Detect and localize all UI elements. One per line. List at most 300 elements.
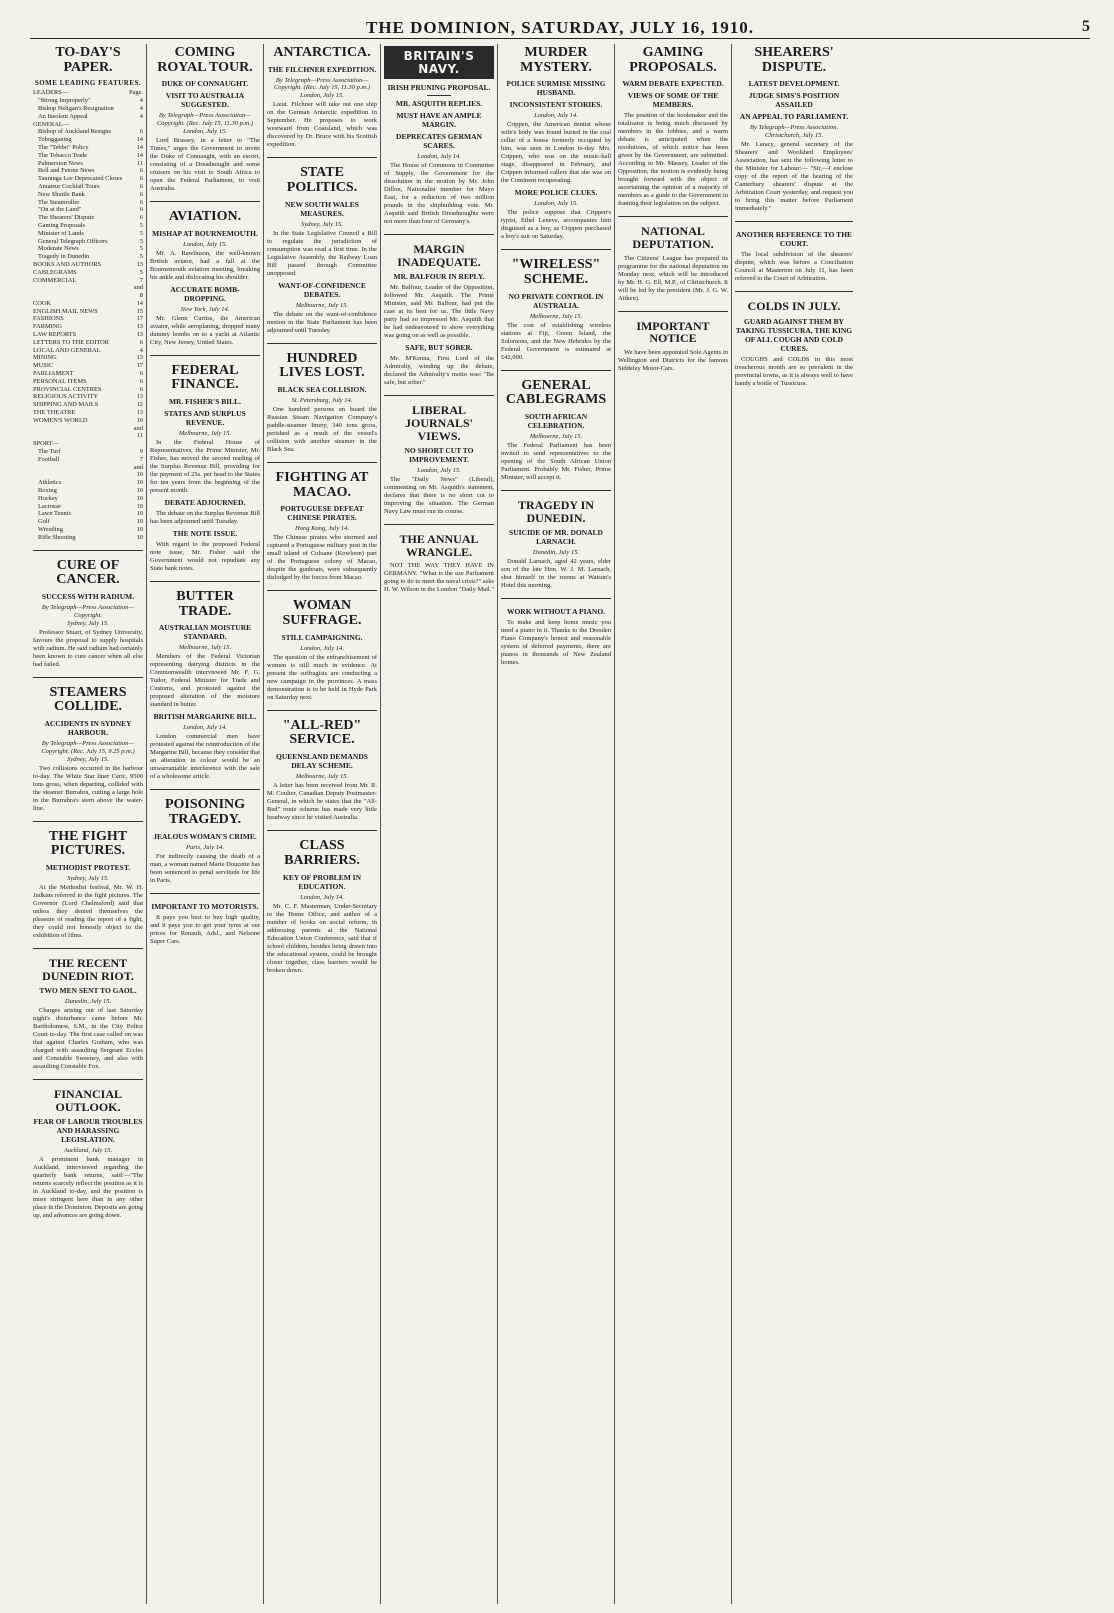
index-entry xyxy=(33,510,143,518)
article-body: The Federal Parliament has been invited to send representatives to the opening of the South African Union Parliament. Probably Mr. Fisher, Prime Minister, will accept it. xyxy=(501,442,611,482)
article-antarctica xyxy=(267,46,377,149)
index-entry-page: 4 xyxy=(139,104,143,112)
dateline: St. Petersburg, July 14. xyxy=(291,397,353,405)
article-body: For indirectly causing the death of a man, a woman named Marie Doucette has been sentenced to penal servitude for life in Paris. xyxy=(150,852,260,884)
headline: AVIATION. xyxy=(168,208,242,224)
index-entry-page: 10 xyxy=(136,479,143,487)
headline: IMPORTANT NOTICE xyxy=(636,318,710,346)
headline: FEDERAL FINANCE. xyxy=(171,362,239,393)
subheadline: INCONSISTENT STORIES. xyxy=(509,100,603,110)
subheadline: VIEWS OF SOME OF THE MEMBERS. xyxy=(627,91,719,110)
index-entry-page: 6 xyxy=(139,206,143,214)
index-entry-page: 10 xyxy=(136,487,143,495)
index-subtitle: SOME LEADING FEATURES. xyxy=(34,79,142,88)
subheadline: NEW SOUTH WALES MEASURES. xyxy=(285,199,359,218)
index-entry-page: 13 xyxy=(136,393,143,401)
index-entry-page: 4 xyxy=(139,112,143,120)
index-entry-title: SPORT— xyxy=(33,440,59,448)
headline: WOMAN SUFFRAGE. xyxy=(282,598,362,629)
article-butter-trade xyxy=(150,581,260,781)
dateline: Melbourne, July 15. xyxy=(178,644,232,652)
index-entry-page: 12 xyxy=(136,401,143,409)
index-entry-page: 10 xyxy=(136,526,143,533)
index-entry-page: 10 xyxy=(136,533,143,541)
subheadline: ANOTHER REFERENCE TO THE COURT. xyxy=(735,230,853,249)
index-entry-page: 4 xyxy=(139,346,143,354)
headline: NATIONAL DEPUTATION. xyxy=(632,224,714,251)
article-aviation xyxy=(150,201,260,347)
dateline: Melbourne, July 15. xyxy=(178,430,232,438)
dateline: Melbourne, July 15. xyxy=(295,773,349,781)
index-entry-page: 4 xyxy=(139,97,143,105)
index-entry-title: Tragedy in Dunedin xyxy=(38,253,90,261)
article-body: Crippen, the American dentist whose wife's body was found buried in the coal cellar of a house formerly occupied by him, was seen in London to-day. Mrs. Crippen, who was on the music-hall stage, disappeared in February, and Crippen informed callers that she was on the Continent recuperating. xyxy=(501,121,611,185)
byline: By Telegraph—Press Association—Copyright. (Rec. July 15, 11.30 p.m.) xyxy=(156,112,254,128)
index-entry xyxy=(33,503,143,511)
headline: FINANCIAL OUTLOOK. xyxy=(53,1087,122,1114)
article-riot xyxy=(33,948,143,1071)
index-entry-title: LETTERS TO THE EDITOR xyxy=(33,338,110,346)
subheadline: BLACK SEA COLLISION. xyxy=(277,385,367,395)
index-entry-page: 14 xyxy=(136,299,143,307)
article-body: To make and keep home music you need a piano in it. Thanks to the Dresden Piano Company's honest and reasonable system of deferred payments, there are pianos in thousands of New Zealand homes. xyxy=(501,619,611,667)
index-entry xyxy=(33,448,143,456)
byline: By Telegraph—Press Association. xyxy=(749,124,839,132)
index-title: TO-DAY'S PAPER. xyxy=(55,45,121,75)
subheadline: AUSTRALIAN MOISTURE STANDARD. xyxy=(158,623,252,642)
index-entry-title: Football xyxy=(38,455,60,463)
subheadline: THE NOTE ISSUE. xyxy=(172,529,238,539)
subheadline: POLICE SURMISE MISSING HUSBAND. xyxy=(506,79,606,98)
column-2 xyxy=(147,44,264,1604)
subheadline: IMPORTANT TO MOTORISTS. xyxy=(151,901,259,911)
index-entry xyxy=(33,417,143,440)
headline: CLASS BARRIERS. xyxy=(284,838,360,868)
article-murder-mystery xyxy=(501,46,611,241)
index-entry-title: LOCAL AND GENERAL xyxy=(33,346,101,354)
index-entry-title: Rifle Shooting xyxy=(38,533,76,541)
subheadline: JUDGE SIMS'S POSITION ASSAILED xyxy=(748,91,840,110)
index-entry-page: 10 xyxy=(136,510,143,518)
headline: ANTARCTICA. xyxy=(273,45,371,60)
index-entry-page: 6 xyxy=(139,175,143,183)
index-entry-page: 6 xyxy=(139,190,143,198)
index-entry-title: Golf xyxy=(38,518,50,526)
index-entry-title: SHIPPING AND MAILS xyxy=(33,401,99,409)
index-entry-page: 13 xyxy=(136,260,143,268)
article-britains-navy xyxy=(384,46,494,226)
index-entry xyxy=(33,456,143,479)
index-entry-page: 15 xyxy=(136,307,143,315)
index-entry xyxy=(33,362,143,370)
index-entry-title: ENGLISH MAIL NEWS xyxy=(33,307,98,315)
subheadline: SAFE, BUT SOBER. xyxy=(405,343,473,353)
index-entry-page: 5 xyxy=(139,253,143,261)
index-entry-page: 13 xyxy=(136,323,143,331)
index-entry xyxy=(33,331,143,339)
index-entry-page: 14 xyxy=(136,151,143,159)
article-liberal-journals xyxy=(384,395,494,516)
subheadline: FEAR OF LABOUR TROUBLES AND HARASSING LEGISLATION. xyxy=(33,1117,143,1145)
article-woman-suffrage xyxy=(267,590,377,701)
headline: FIGHTING AT MACAO. xyxy=(275,470,369,500)
index-entry-page: 17 xyxy=(136,362,143,370)
dateline: Melbourne, July 15. xyxy=(295,301,349,309)
dateline: Sydney, July 15. xyxy=(67,755,109,763)
article-general-cablegrams xyxy=(501,370,611,482)
index-entry-title: Lawn Tennis xyxy=(38,510,71,518)
subheadline: WANT-OF-CONFIDENCE DEBATES. xyxy=(278,280,366,299)
index-entry-page: 10 xyxy=(136,518,143,526)
dateline: London, July 15. xyxy=(183,240,227,248)
dateline: Dunedin, July 15. xyxy=(64,998,112,1006)
subheadline: ACCIDENTS IN SYDNEY HARBOUR. xyxy=(44,718,132,737)
index-entry xyxy=(33,308,143,316)
article-body: The debate on the want-of-confidence motion in the State Parliament has been adjourned until Tuesday. xyxy=(267,310,377,334)
article-body: London commercial men have protested against the reintroduction of the Margarine Bill, because they consider that an alteration in colour would be an unwarrantable interference with the sale of a wholesome article. xyxy=(150,733,260,781)
index-entry-page: 6 xyxy=(139,182,143,190)
subheadline: SUICIDE OF MR. DONALD LARNACH. xyxy=(509,528,603,547)
headline: MARGIN INADEQUATE. xyxy=(397,242,481,269)
index-entry xyxy=(33,277,143,300)
article-body: We have been appointed Sole Agents in Wellington and Districts for the famous Siddeley Motor-Cars. xyxy=(618,348,728,372)
headline: HUNDRED LIVES LOST. xyxy=(279,350,365,381)
dateline: London, July 14. xyxy=(534,112,578,120)
article-tragedy-dunedin xyxy=(501,490,611,590)
index-entry-title: MUSIC xyxy=(33,362,54,370)
index-entry xyxy=(33,245,143,253)
subheadline: IRISH PRUNING PROPOSAL. xyxy=(387,83,491,93)
article-body: Two collisions occurred in the harbour to-day. The White Star liner Ceric, 9500 tons gross, when departing, collided with the steamer Burrabra, cutting a large hole in the Burrabra's stern above the water-line. xyxy=(33,764,143,812)
index-entry-page: Page. xyxy=(129,89,144,97)
index-entry xyxy=(33,261,143,269)
headline: THE ANNUAL WRANGLE. xyxy=(399,532,479,559)
index-entry xyxy=(33,323,143,331)
divider xyxy=(427,95,451,96)
article-fight xyxy=(33,821,143,940)
headline: "ALL-RED" SERVICE. xyxy=(282,717,362,748)
index-entry xyxy=(33,354,143,362)
index-entry xyxy=(33,386,143,394)
index-entry-title: Tobogganing xyxy=(38,136,72,144)
article-body: Mr. Glenn Curtiss, the American aviator, while aeroplaning, dropped many dummy bombs on to a yacht at Atlantic City, New Jersey, United States. xyxy=(150,314,260,346)
index-entry xyxy=(33,128,143,136)
article-body: The question of the enfranchisement of women is still much in evidence. At present the suffragists are conducting a new campaign in the provinces. A mass demonstration is to be held in Hyde Park on Saturday next. xyxy=(267,653,377,701)
article-body: Mr. A. Rawlinson, the well-known British aviator, had a fall at the Bournemouth aviation meeting, breaking his ankle and dislocating his shoulder. xyxy=(150,249,260,281)
article-shearers-dispute xyxy=(735,46,853,213)
headline: LIBERAL JOURNALS' VIEWS. xyxy=(404,403,473,443)
index-entry-title: The Tobacco Trade xyxy=(38,151,88,159)
dateline: Hong Kong, July 14. xyxy=(295,525,349,533)
article-body: The cost of establishing wireless stations at Fiji, Green Island, the Solomons, and the New Hebrides by the Federal Government is estimated at £42,000. xyxy=(501,321,611,361)
index-entry-page: 6 xyxy=(139,385,143,393)
byline: By Telegraph—Press Association—Copyright. xyxy=(41,603,135,619)
index-entry-page: 5 xyxy=(139,268,143,276)
article-body: Lieut. Filchner will take out one ship on the German Antarctic expedition in September. He proposes to work westward from Coatsland, which was discovered by Dr. Bruce with his Scottish expedition. xyxy=(267,101,377,149)
article-wireless xyxy=(501,249,611,361)
dateline: Sydney, July 15. xyxy=(301,220,343,228)
masthead xyxy=(30,18,1090,39)
column-4 xyxy=(381,44,498,1604)
article-body: Mr. Balfour, Leader of the Opposition, followed Mr. Asquith. The Prime Minister, said Mr. Balfour, had put the case at its best for us. The little Navy party had so impressed Mr. Asquith that he had endeavoured to show everything was going on as well as possible. xyxy=(384,284,494,340)
index-entry-title: The Turf xyxy=(38,448,61,456)
index-entry-page xyxy=(129,440,143,448)
index-entry xyxy=(33,526,143,534)
headline: GENERAL CABLEGRAMS xyxy=(505,377,607,408)
index-entry-title: Wrestling xyxy=(38,526,63,533)
subheadline: LATEST DEVELOPMENT. xyxy=(748,79,840,89)
article-gaming-proposals xyxy=(618,46,728,208)
article-federal-finance xyxy=(150,355,260,573)
headline: THE FIGHT PICTURES. xyxy=(48,828,128,859)
index-entry-title: Athletics xyxy=(38,479,62,487)
index-entry xyxy=(33,393,143,401)
index-entry-title: COMMERCIAL xyxy=(33,276,77,284)
article-class-barriers xyxy=(267,830,377,974)
article-body: Charges arising out of last Saturday night's disturbance came before Mr. Bartholomew, S.M., in the City Police Court to-day. The first case called on was that against Charles Graham, who was charged with assaulting Sergeant Eccles and Constable Sweeney, and also with assaulting Constable Fox. xyxy=(33,1007,143,1071)
index-entry-page: 5 xyxy=(139,229,143,237)
index-entry xyxy=(33,440,143,448)
index-entry-page: 6 xyxy=(139,214,143,222)
index-entry-title: Hockey xyxy=(38,494,58,502)
article-body: Professor Stuart, of Sydney University, favours the proposal to supply hospitals with radium. He said radium had certainly been known to cure cancer when all else had failed. xyxy=(33,628,143,668)
headline: BRITAIN'S NAVY. xyxy=(384,46,494,79)
index-entry-title: LEADERS— xyxy=(33,89,69,97)
index-entry xyxy=(33,495,143,503)
headline: POISONING TRAGEDY. xyxy=(164,797,246,828)
dateline: London, July 15. xyxy=(534,200,578,208)
index-entry xyxy=(33,136,143,144)
index-entry xyxy=(33,160,143,168)
subheadline: MUST HAVE AN AMPLE MARGIN. xyxy=(396,111,482,130)
dateline: Sydney, July 15. xyxy=(67,874,109,882)
column-3 xyxy=(264,44,381,1604)
index-entry xyxy=(33,89,143,97)
advert-important-notice xyxy=(618,311,728,373)
byline: By Telegraph—Press Association—Copyright. (Rec. July 15, 9.25 p.m.) xyxy=(41,739,135,755)
article-body: The House of Commons in Committee of Supply, the Government for the dissolution in the motion by Mr. John Dillon, Nationalist member for Mayo East, for a reduction of two million pounds in the shipbuilding vote. Mr. Asquith said British Dreadnoughts were not more than four of Germany's. xyxy=(384,162,494,226)
index-entry-page: 10 and 11 xyxy=(133,416,143,440)
advert-colds xyxy=(735,291,853,388)
index-entry-page: 6 xyxy=(139,338,143,346)
index-entry-page: 5 xyxy=(139,237,143,245)
index-entry-page: 6 xyxy=(139,198,143,206)
index-entry-page: 7 and 10 xyxy=(133,455,143,479)
index-entry xyxy=(33,401,143,409)
subheadline: ACCURATE BOMB-DROPPING. xyxy=(170,284,240,303)
headline: BUTTER TRADE. xyxy=(176,589,234,619)
subheadline: MR. FISHER'S BILL. xyxy=(168,397,242,407)
article-royal-tour xyxy=(150,46,260,193)
index-entry-title: Amateur Cocktail Tours xyxy=(38,182,100,190)
index-entry-title: "On at the Land" xyxy=(38,206,82,214)
article-all-red xyxy=(267,710,377,822)
article-body: Donald Larnach, aged 42 years, elder son of the late Hon. W. J. M. Larnach, shot himself in the rooms at Watson's Hotel this morning. xyxy=(501,558,611,590)
article-body: Lord Brassey, in a letter to "The Times," urges the Government to invite the Duke of Connaught, with an escort, consisting of a Dreadnought and some cruisers on his visit to South Africa to open the Federal Parliament, to visit Australia. xyxy=(150,136,260,192)
index-entry xyxy=(33,230,143,238)
column-7 xyxy=(732,44,856,1604)
dateline: London, July 15. xyxy=(183,127,227,135)
headline: SHEARERS' DISPUTE. xyxy=(754,45,834,75)
headline: TRAGEDY IN DUNEDIN. xyxy=(518,498,594,525)
index-entry-title: FASHIONS xyxy=(33,315,64,323)
subheadline: SOUTH AFRICAN CELEBRATION. xyxy=(524,412,588,431)
headline: STATE POLITICS. xyxy=(286,165,358,195)
dateline: Melbourne, July 15. xyxy=(529,433,583,441)
index-entry-page: 17 xyxy=(136,315,143,323)
index-entry xyxy=(33,152,143,160)
subheadline: SUCCESS WITH RADIUM. xyxy=(41,591,135,601)
dateline: London, July 14. xyxy=(183,724,227,732)
article-body: NOT THE WAY THEY HAVE IN GERMANY. "What is the use Parliament going to do to meet the naval crisis?" asks H. W. Wilson in the London "Daily Mail." xyxy=(384,562,495,594)
article-body: The "Daily News" (Liberal), commenting on Mr. Asquith's statement, declares that there is no short cut to improving the situation. The German Navy Law must run its course. xyxy=(384,476,494,516)
headline: COLDS IN JULY. xyxy=(747,299,841,314)
index-entry-page: 11 xyxy=(136,159,143,167)
index-list xyxy=(33,89,143,541)
subheadline: DEPRECATES GERMAN SCARES. xyxy=(396,132,482,151)
index-entry-title: Bishop Neligan's Resignation xyxy=(38,104,114,112)
index-entry xyxy=(33,144,143,152)
index-entry-page: 13 xyxy=(136,331,143,339)
article-body: The police suppose that Crippen's typist, Ethel Leneve, accompanies him disguised as a boy, as Crippen purchased a boy's suit on Saturday. xyxy=(501,209,611,241)
dateline: Christchurch, July 15. xyxy=(765,132,823,140)
index-entry-page: 9 xyxy=(139,448,143,456)
index-entry xyxy=(33,175,143,183)
index-entry xyxy=(33,97,143,105)
index-entry-title: RELIGIOUS ACTIVITY xyxy=(33,393,99,401)
index-entry xyxy=(33,191,143,199)
article-body: At the Methodist festival, Mr. W. H. Judkins referred to the fight pictures. The Governor (Lord Chelmsford) said that unless they denied themselves the pleasure of reading the report of a fight, they could not honestly object to the exhibition of films. xyxy=(33,883,143,939)
index-entry-title: BOOKS AND AUTHORS xyxy=(33,260,102,268)
subheadline: VISIT TO AUSTRALIA SUGGESTED. xyxy=(165,91,245,110)
subheadline: MR. ASQUITH REPLIES. xyxy=(395,99,483,109)
subheadline: STATES AND SURPLUS REVENUE. xyxy=(164,409,246,428)
dateline: London, July 14. xyxy=(300,893,344,901)
newspaper-title: THE DOMINION, SATURDAY, JULY 16, 1910. xyxy=(366,18,754,37)
index-entry xyxy=(33,113,143,121)
index-entry-title: Gaming Proposals xyxy=(38,221,86,229)
headline: "WIRELESS" SCHEME. xyxy=(511,257,601,288)
index-entry xyxy=(33,206,143,214)
headline: STEAMERS COLLIDE. xyxy=(49,684,127,715)
index-entry-page: 6 xyxy=(139,377,143,385)
subheadline: NO PRIVATE CONTROL IN AUSTRALIA. xyxy=(508,291,604,310)
index-entry-title: The "Tebbo" Policy xyxy=(38,143,89,151)
index-entry-page: 14 xyxy=(136,143,143,151)
index-entry-title: WOMEN'S WORLD xyxy=(33,416,88,424)
index-entry xyxy=(33,167,143,175)
index-entry-title: Moderate News xyxy=(38,245,79,253)
article-another-reference xyxy=(735,221,853,283)
index-entry xyxy=(33,253,143,261)
subheadline: PORTUGUESE DEFEAT CHINESE PIRATES. xyxy=(280,504,364,523)
byline: By Telegraph—Press Association—Copyright. (Rec. July 15, 11.30 p.m.) xyxy=(273,76,371,92)
article-body: One hundred persons on board the Russian Steam Navigation Company's paddle-steamer Imery, 340 tons gross, perished as a result of the vessel's collision with another steamer in the Black Sea. xyxy=(267,406,377,454)
index-entry xyxy=(33,238,143,246)
index-entry-page: 14 xyxy=(136,136,143,144)
subheadline: WORK WITHOUT A PIANO. xyxy=(506,607,606,617)
index-entry-page: 5 xyxy=(139,245,143,253)
todays-paper-index xyxy=(33,46,143,542)
article-body: In the Federal House of Representatives, the Prime Minister, Mr. Fisher, has moved the second reading of the Surplus Revenue Bill, providing for the payment of 25s. per head to the States for ten years from the beginning of the present month. xyxy=(150,439,260,495)
index-entry xyxy=(33,534,143,542)
subheadline: DUKE OF CONNAUGHT. xyxy=(161,79,249,89)
index-entry-title: Minister of Lands xyxy=(38,229,84,237)
index-entry xyxy=(33,183,143,191)
index-entry-title: Lacrosse xyxy=(38,502,61,510)
page-columns xyxy=(30,44,1090,1604)
article-body: Members of the Federal Victorian representing dairying districts in the Commonwealth interviewed Mr. F. G. Tudor, Federal Minister for Trade and Customs, and protested against the proposed alteration of the moisture standard in butter. xyxy=(150,653,260,709)
article-body: COUGHS and COLDS in this most treacherous month are so prevalent in the provincial towns, as it is always well to have handy a bottle of Tussicura. xyxy=(735,355,853,387)
index-entry-title: Bell and Fetone News xyxy=(38,167,95,175)
article-body: A letter has been received from Mr. R. M. Coulter, Canadian Deputy Postmaster-General, in which he states that the "All-Red" route scheme has made very little headway since he visited Australia. xyxy=(267,782,377,822)
index-entry xyxy=(33,479,143,487)
subheadline: STILL CAMPAIGNING. xyxy=(281,632,363,642)
index-entry-title: GENERAL— xyxy=(33,120,70,128)
dateline: Paris, July 14. xyxy=(186,843,224,851)
headline: GAMING PROPOSALS. xyxy=(629,45,717,75)
subheadline: WARM DEBATE EXPECTED. xyxy=(622,79,724,89)
index-entry-page: 5 xyxy=(139,221,143,229)
article-body: With regard to the proposed Federal note issue, Mr. Fisher said the Government would not repudiate any State bank notes. xyxy=(150,541,260,573)
article-national-deputation xyxy=(618,216,728,302)
article-hundred-lives xyxy=(267,343,377,454)
column-5 xyxy=(498,44,615,1604)
advert-piano xyxy=(501,598,611,667)
index-entry-page xyxy=(129,121,143,129)
article-body: Mr. M'Kenna, First Lord of the Admiralty, winding up the debate, declared the Admiralty's motto was: "Be safe, but sober." xyxy=(384,355,494,387)
index-entry-title: LAW REPORTS xyxy=(33,331,77,339)
article-steamers xyxy=(33,677,143,813)
index-entry-title: Bishop of Auckland Resigns xyxy=(38,128,111,136)
subheadline: MORE POLICE CLUES. xyxy=(514,188,598,198)
index-entry-page: 6 xyxy=(139,167,143,175)
index-entry xyxy=(33,269,143,277)
subheadline: KEY OF PROBLEM IN EDUCATION. xyxy=(283,872,361,891)
article-body: The position of the bookmaker and the totalisator is being much discussed by members in the lobbies, and a warm debate is anticipated when the resolutions, of which notice has been given by the Government, are submitted. According to Mr. Massey, Leader of the Opposition, the motion is evidently being brought forward with the object of ascertaining the opinion of a majority of members as a guide to the Government in framing their legislation on the subject. xyxy=(618,112,728,208)
dateline: New York, July 14. xyxy=(180,305,230,313)
article-body: The debate on the Surplus Revenue Bill has been adjourned until Tuesday. xyxy=(150,510,260,526)
subheadline: MR. BALFOUR IN REPLY. xyxy=(393,272,485,282)
index-entry xyxy=(33,222,143,230)
index-entry xyxy=(33,370,143,378)
article-financial xyxy=(33,1079,143,1220)
dateline: London, July 14. xyxy=(417,153,461,161)
page-number: 5 xyxy=(1082,18,1090,35)
index-entry-title: The Steamroller xyxy=(38,198,80,206)
subheadline: JEALOUS WOMAN'S CRIME. xyxy=(153,831,257,841)
article-annual-wrangle xyxy=(384,524,494,594)
index-entry xyxy=(33,378,143,386)
article-body: A prominent bank manager in Auckland, interviewed regarding the quarterly bank returns, said:—"The returns scarcely reflect the position as it is in Auckland to-day, and the position is more stringent here than in any other place in the Dominion. Deposits are going up, and advances are going down. xyxy=(33,1156,143,1220)
index-entry-title: General Telegraph Officers xyxy=(38,237,108,245)
subheadline: AN APPEAL TO PARLIAMENT. xyxy=(739,112,849,122)
index-entry-title: CABLEGRAMS xyxy=(33,268,77,276)
index-entry-title: The Shearers' Dispute xyxy=(38,214,95,222)
headline: COMING ROYAL TOUR. xyxy=(157,45,253,75)
article-body: It pays you best to buy high quality, and it pays you to get your tyres at our prices for Renault, Adsl., and Nelsone Super Cars. xyxy=(150,913,260,945)
article-body: Mr. C. F. Masterman, Under-Secretary to the Home Office, and author of a number of books on social reform, in addressing parents at the National Education Union Conference, said that if school children, besides being drawn into the educational system, could be brought closer together, class barriers would be broken down. xyxy=(267,902,377,974)
index-entry-title: Palmerston News xyxy=(38,159,83,167)
subheadline: QUEENSLAND DEMANDS DELAY SCHEME. xyxy=(276,752,368,771)
index-entry-page: 10 xyxy=(136,494,143,502)
dateline: Dunedin, July 15. xyxy=(532,549,580,557)
index-entry-page: 7 and 8 xyxy=(133,276,143,300)
index-entry xyxy=(33,518,143,526)
article-cancer xyxy=(33,550,143,669)
index-entry xyxy=(33,300,143,308)
dateline: London, July 15. xyxy=(300,92,344,100)
